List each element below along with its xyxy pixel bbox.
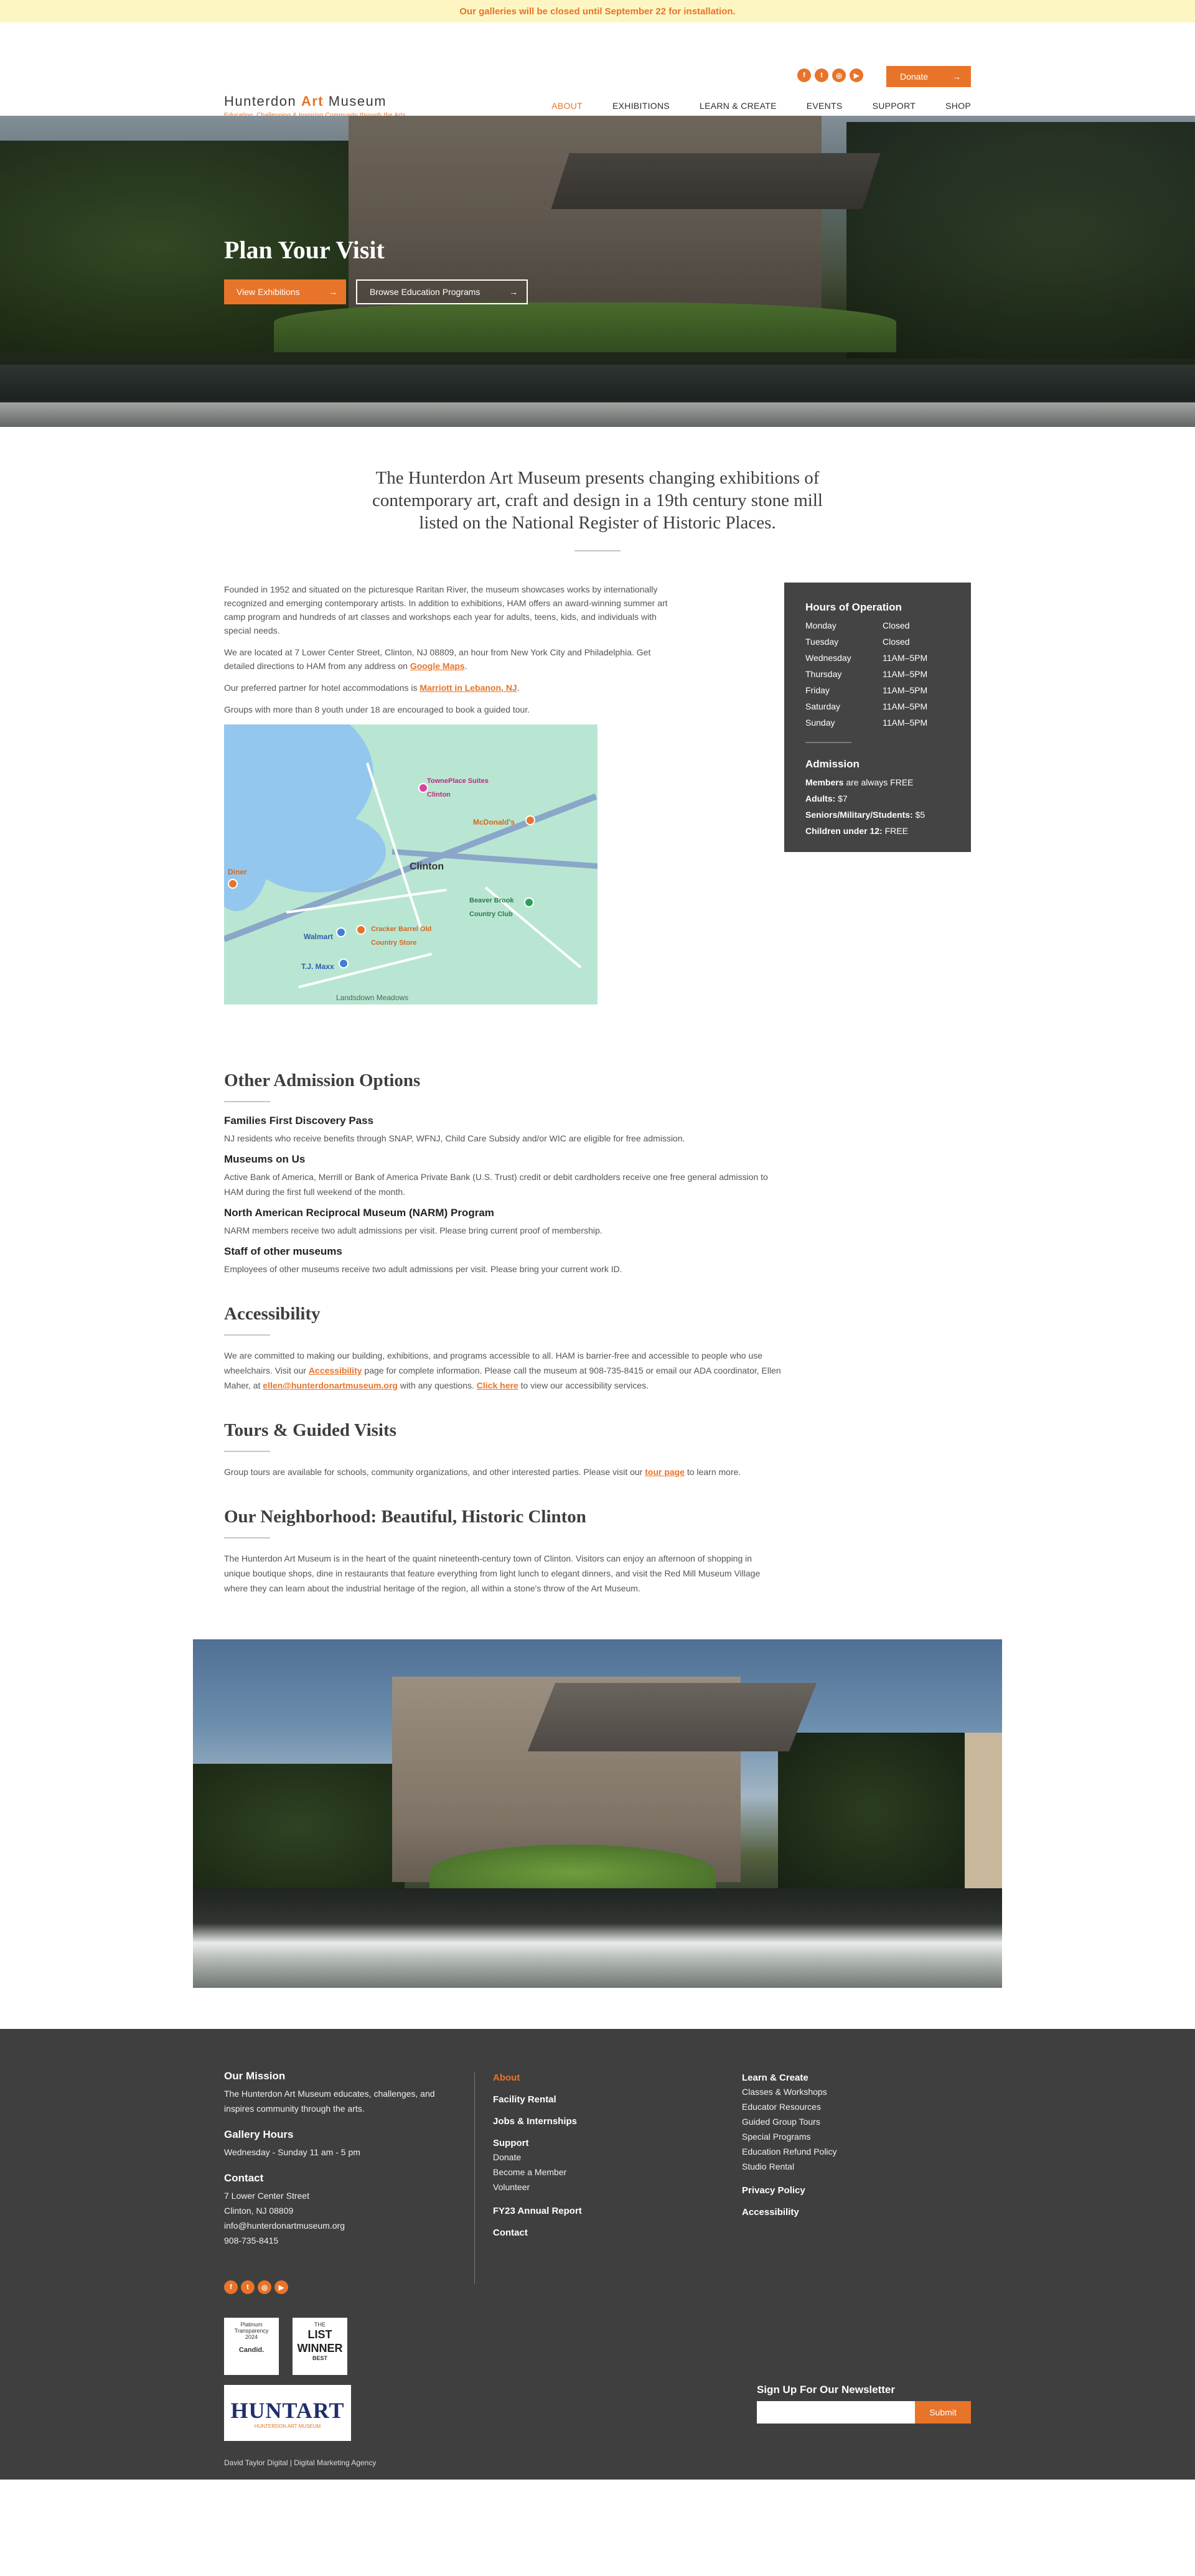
- footer-info-column: [224, 2070, 461, 2260]
- option-title: Staff of other museums: [224, 1245, 342, 1257]
- footer-link-classes[interactable]: Classes & Workshops: [742, 2087, 827, 2097]
- option-title: Families First Discovery Pass: [224, 1115, 374, 1126]
- map-pin-icon: [339, 958, 349, 968]
- footer-learn-column: [742, 2073, 837, 2229]
- candid-transparency-badge: Platinum Transparency 2024 Candid.: [224, 2318, 279, 2375]
- hero-buttons: [224, 279, 528, 304]
- location-paragraph: We are located at 7 Lower Center Street, Clinton, NJ 08809, an hour from New York City and Philadelphia. Get detailed directions to HAM from any address on Google Maps.: [224, 647, 651, 671]
- facebook-icon[interactable]: f: [224, 2280, 238, 2294]
- alert-banner: [0, 0, 1195, 22]
- hours-row: Monday Closed: [805, 621, 910, 630]
- footer-link-annual-report[interactable]: FY23 Annual Report: [493, 2206, 582, 2216]
- youtube-icon[interactable]: ▶: [274, 2280, 288, 2294]
- footer-link-tours[interactable]: Guided Group Tours: [742, 2117, 820, 2127]
- groups-paragraph: Groups with more than 8 youth under 18 are encouraged to book a guided tour.: [224, 705, 530, 714]
- divider: [224, 1101, 270, 1102]
- donate-button[interactable]: Donate →: [886, 66, 971, 87]
- footer-link-learn-create[interactable]: Learn & Create: [742, 2073, 808, 2083]
- newsletter-title: Sign Up For Our Newsletter: [757, 2384, 895, 2396]
- contact-city-line: Clinton, NJ 08809: [224, 2206, 294, 2216]
- facebook-icon[interactable]: f: [797, 68, 811, 82]
- site-logo[interactable]: [224, 93, 406, 119]
- gallery-hours-title: Gallery Hours: [224, 2129, 294, 2140]
- youtube-icon[interactable]: ▶: [850, 68, 863, 82]
- admission-row: Adults: $7: [805, 794, 848, 803]
- hours-row: Tuesday Closed: [805, 637, 910, 647]
- footer-link-studio[interactable]: Studio Rental: [742, 2161, 795, 2171]
- alert-text: Our galleries will be closed until September 22 for installation.: [459, 6, 736, 17]
- hours-admission-panel: [784, 583, 971, 852]
- footer-link-jobs[interactable]: Jobs & Internships: [493, 2116, 578, 2127]
- location-map[interactable]: TownePlace Suites Clinton McDonald's Clinton Beaver Brook Country Club Cracker Barrel Old Country Store Walmart T.J. Maxx Landsdown Meadows Diner: [224, 724, 598, 1005]
- content-sections: [224, 1070, 971, 1596]
- contact-address-line: 7 Lower Center Street: [224, 2191, 309, 2201]
- click-here-link[interactable]: Click here: [476, 1380, 518, 1390]
- instagram-icon[interactable]: ◎: [832, 68, 846, 82]
- neighborhood-text: The Hunterdon Art Museum is in the heart of the quaint nineteenth-century town of Clinton. Visitors can enjoy an afternoon of shopping in unique boutique shops, dine in restaurants that feature everything from light lunch to elegant dinners, and visit the Red Mill Museum Village where they can learn about the industrial heritage of the region, all within a stone's throw of the Art Museum.: [224, 1553, 761, 1593]
- contact-phone-link[interactable]: 908-735-8415: [224, 2236, 279, 2246]
- map-pin-icon: [525, 815, 535, 825]
- neighborhood-section: [224, 1507, 971, 1596]
- admission-row: Members are always FREE: [805, 777, 914, 787]
- mission-text: The Hunterdon Art Museum educates, challenges, and inspires community through the arts.: [224, 2089, 435, 2114]
- the-list-winner-badge: THE LIST WINNER BEST: [293, 2318, 347, 2375]
- section-title: Accessibility: [224, 1304, 321, 1324]
- footer-link-educator[interactable]: Educator Resources: [742, 2102, 821, 2112]
- footer-link-donate[interactable]: Donate: [493, 2152, 522, 2162]
- divider: [224, 1451, 270, 1452]
- huntart-logo: HUNTART HUNTERDON ART MUSEUM: [224, 2385, 351, 2441]
- arrow-right-icon: →: [329, 287, 337, 297]
- hours-title: Hours of Operation: [805, 601, 902, 613]
- contact-title: Contact: [224, 2172, 264, 2184]
- accessibility-section: [224, 1304, 971, 1393]
- map-pin-icon: [228, 879, 238, 889]
- admission-row: Seniors/Military/Students: $5: [805, 810, 926, 820]
- marriott-link[interactable]: Marriott in Lebanon, NJ: [419, 683, 517, 693]
- footer-link-volunteer[interactable]: Volunteer: [493, 2182, 530, 2192]
- nav-exhibitions[interactable]: EXHIBITIONS: [612, 101, 670, 111]
- divider: [805, 742, 851, 743]
- twitter-icon[interactable]: t: [241, 2280, 255, 2294]
- view-exhibitions-button[interactable]: View Exhibitions →: [224, 279, 346, 304]
- hotel-paragraph: Our preferred partner for hotel accommodations is Marriott in Lebanon, NJ.: [224, 683, 520, 693]
- section-title: Tours & Guided Visits: [224, 1420, 396, 1440]
- footer-link-accessibility[interactable]: Accessibility: [742, 2207, 799, 2218]
- footer-link-refund[interactable]: Education Refund Policy: [742, 2147, 837, 2157]
- section-title: Our Neighborhood: Beautiful, Historic Clinton: [224, 1507, 586, 1527]
- about-paragraph: Founded in 1952 and situated on the picturesque Raritan River, the museum showcases works by internationally recognized and emerging contemporary artists. In addition to exhibitions, HAM offers an award-winning summer art camp program and hundreds of art classes and workshops each year for adults, teens, kids, and individuals with special needs.: [224, 584, 668, 635]
- nav-learn-create[interactable]: LEARN & CREATE: [700, 101, 777, 111]
- mission-title: Our Mission: [224, 2070, 286, 2082]
- map-pin-icon: [336, 927, 346, 937]
- arrow-right-icon: →: [509, 287, 518, 297]
- logo-title: Hunterdon Art Museum: [224, 93, 387, 109]
- map-pin-icon: [356, 925, 366, 935]
- footer-social-links: [224, 2280, 288, 2294]
- nav-events[interactable]: EVENTS: [806, 101, 843, 111]
- footer-link-special[interactable]: Special Programs: [742, 2132, 811, 2142]
- option-text: NARM members receive two adult admissions per visit. Please bring current proof of membership.: [224, 1225, 602, 1235]
- instagram-icon[interactable]: ◎: [258, 2280, 271, 2294]
- about-column: [224, 583, 672, 1005]
- hours-row: Saturday 11AM–5PM: [805, 701, 928, 711]
- agency-credit-link[interactable]: David Taylor Digital | Digital Marketing Agency: [224, 2458, 377, 2467]
- map-pin-icon: [524, 897, 534, 907]
- hours-row: Friday 11AM–5PM: [805, 685, 928, 695]
- footer-link-privacy[interactable]: Privacy Policy: [742, 2185, 805, 2196]
- main-nav: [522, 101, 971, 117]
- site-footer: [0, 2029, 1195, 2480]
- newsletter-signup: [757, 2384, 971, 2424]
- option-title: North American Reciprocal Museum (NARM) Program: [224, 1207, 494, 1219]
- footer-links-column: [493, 2073, 582, 2249]
- gallery-hours-text: Wednesday - Sunday 11 am - 5 pm: [224, 2147, 360, 2157]
- nav-about[interactable]: ABOUT: [551, 101, 583, 117]
- accessibility-text: We are committed to making our building, exhibitions, and programs accessible to all. HAM is barrier-free and accessible to people who use wheelchairs. Visit our Accessibility page for complete information. Please call the museum at 908-735-8415 or email our ADA coordinator, Ellen Maher, at ellen@hunterdonartmuseum.org with any questions. Click here to view our accessibility services.: [224, 1351, 781, 1390]
- tours-text: Group tours are available for schools, community organizations, and other interested parties. Please visit our tour page to learn more.: [224, 1467, 741, 1477]
- hero-title: Plan Your Visit: [224, 236, 385, 264]
- footer-link-contact[interactable]: Contact: [493, 2227, 528, 2238]
- site-header: [0, 22, 1195, 116]
- mill-photo: [193, 1639, 1002, 1988]
- admission-title: Admission: [805, 758, 860, 770]
- footer-link-member[interactable]: Become a Member: [493, 2167, 567, 2177]
- arrow-right-icon: →: [952, 72, 961, 82]
- nav-support[interactable]: SUPPORT: [872, 101, 916, 111]
- intro-statement: The Hunterdon Art Museum presents changing exhibitions of contemporary art, craft and design in a 19th century stone mill listed on the National Register of Historic Places.: [372, 468, 823, 533]
- divider: [224, 1334, 270, 1336]
- award-badges: [224, 2318, 347, 2375]
- option-title: Museums on Us: [224, 1153, 306, 1165]
- newsletter-submit-button[interactable]: Submit: [915, 2401, 971, 2424]
- twitter-icon[interactable]: t: [815, 68, 828, 82]
- newsletter-email-input[interactable]: [757, 2401, 915, 2424]
- visit-info: [224, 583, 971, 1043]
- nav-shop[interactable]: SHOP: [945, 101, 971, 111]
- divider: [574, 550, 621, 551]
- accessibility-link[interactable]: Accessibility: [308, 1365, 362, 1375]
- tour-page-link[interactable]: tour page: [645, 1467, 685, 1477]
- tours-section: [224, 1420, 971, 1479]
- email-link[interactable]: ellen@hunterdonartmuseum.org: [263, 1380, 398, 1390]
- footer-link-support[interactable]: Support: [493, 2138, 529, 2148]
- section-title: Other Admission Options: [224, 1070, 421, 1090]
- google-maps-link[interactable]: Google Maps: [410, 661, 465, 671]
- contact-email-link[interactable]: info@hunterdonartmuseum.org: [224, 2221, 345, 2231]
- hero-banner: [0, 116, 1195, 427]
- divider: [224, 1537, 270, 1539]
- other-admission-section: [224, 1070, 971, 1276]
- option-text: Employees of other museums receive two adult admissions per visit. Please bring your current work ID.: [224, 1264, 622, 1274]
- footer-link-about[interactable]: About: [493, 2073, 520, 2083]
- browse-education-button[interactable]: Browse Education Programs →: [356, 279, 528, 304]
- footer-divider: [474, 2073, 475, 2284]
- option-text: NJ residents who receive benefits through SNAP, WFNJ, Child Care Subsidy and/or WIC are eligible for free admission.: [224, 1133, 685, 1143]
- option-text: Active Bank of America, Merrill or Bank of America Private Bank (U.S. Trust) credit or debit cardholders receive one free general admission to HAM during the first full weekend of the month.: [224, 1172, 768, 1197]
- header-social-links: [797, 68, 863, 82]
- hours-row: Thursday 11AM–5PM: [805, 669, 928, 679]
- admission-row: Children under 12: FREE: [805, 826, 908, 836]
- footer-link-facility-rental[interactable]: Facility Rental: [493, 2094, 556, 2105]
- hours-row: Sunday 11AM–5PM: [805, 718, 928, 728]
- hours-row: Wednesday 11AM–5PM: [805, 653, 928, 663]
